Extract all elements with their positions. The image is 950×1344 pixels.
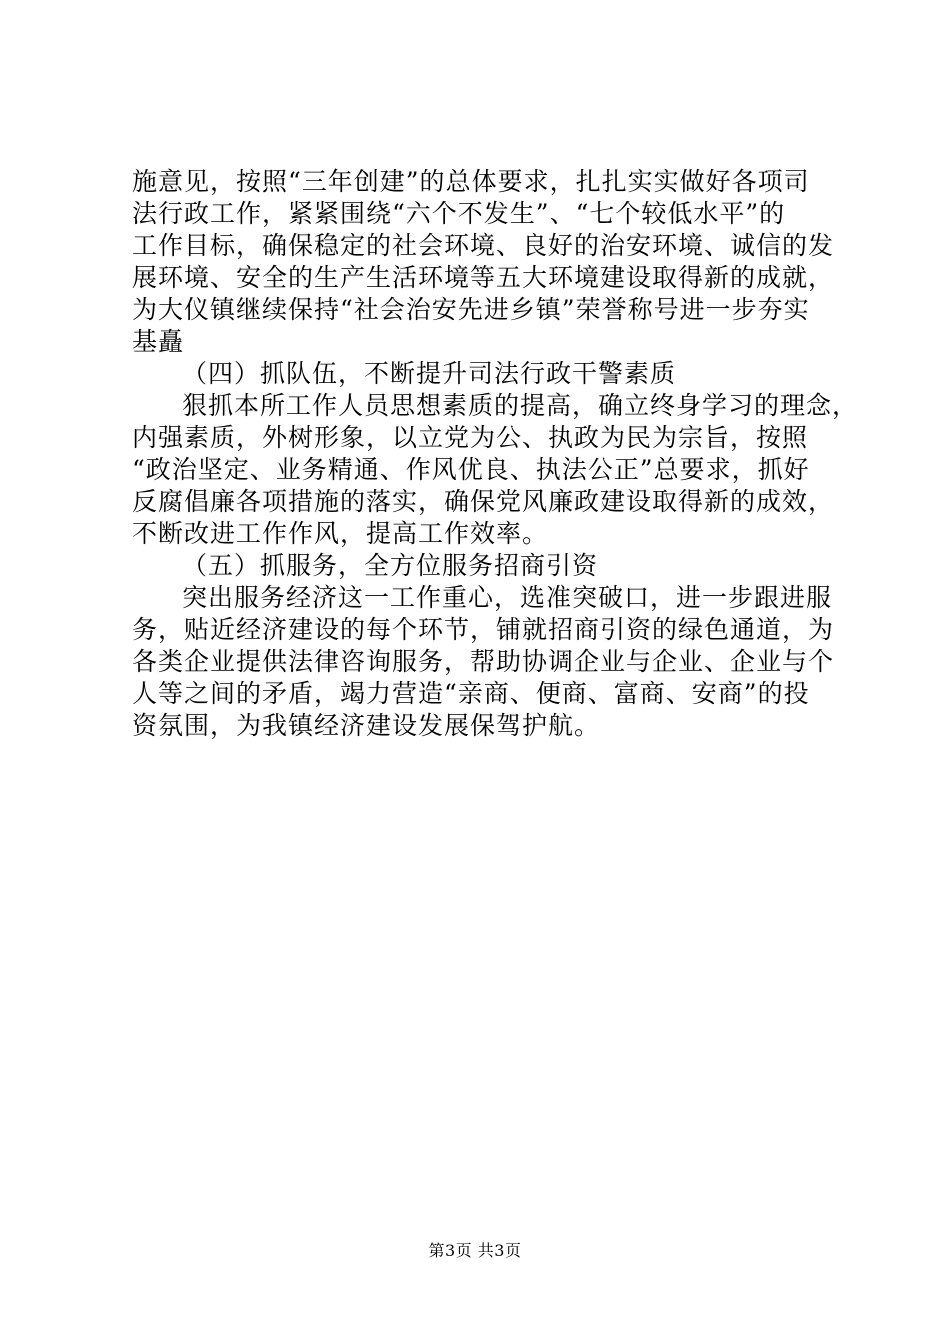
page-number-footer: 第3页 共3页 [428,1241,522,1260]
paragraph-1-line-4: 展环境、安全的生产生活环境等五大环境建设取得新的成就， [132,263,835,292]
document-body [132,166,859,742]
paragraph-3-line-5: 资氛围，为我镇经济建设发展保驾护航。 [132,711,601,740]
paragraph-3-line-2: 务，贴近经济建设的每个环节，铺就招商引资的绿色通道，为 [132,615,835,644]
section-heading-5: （五）抓服务，全方位服务招商引资 [182,551,599,580]
paragraph-1-line-1: 施意见，按照“三年创建”的总体要求，扎扎实实做好各项司 [132,167,810,196]
paragraph-3-line-4: 人等之间的矛盾，竭力营造“亲商、便商、富商、安商”的投 [132,679,810,708]
paragraph-2-line-4: 反腐倡廉各项措施的落实，确保党风廉政建设取得新的成效， [132,487,835,516]
paragraph-2-line-5: 不断改进工作作风，提高工作效率。 [132,519,549,548]
paragraph-1-line-3: 工作目标，确保稳定的社会环境、良好的治安环境、诚信的发 [132,231,835,260]
paragraph-1-line-2: 法行政工作，紧紧围绕“六个不发生”、“七个较低水平”的 [132,199,786,228]
paragraph-3-line-3: 各类企业提供法律咨询服务，帮助协调企业与企业、企业与个 [132,647,835,676]
paragraph-2-line-2: 内强素质，外树形象，以立党为公、执政为民为宗旨，按照 [132,423,809,452]
paragraph-3-line-1: 突出服务经济这一工作重心，选准突破口，进一步跟进服 [182,583,833,612]
paragraph-1-line-6: 基矗 [132,327,185,356]
section-heading-4: （四）抓队伍，不断提升司法行政干警素质 [182,359,677,388]
paragraph-1-line-5: 为大仪镇继续保持“社会治安先进乡镇”荣誉称号进一步夯实 [132,295,810,324]
paragraph-2-line-1: 狠抓本所工作人员思想素质的提高，确立终身学习的理念， [182,391,859,420]
paragraph-2-line-3: “政治坚定、业务精通、作风优良、执法公正”总要求，抓好 [132,455,810,484]
